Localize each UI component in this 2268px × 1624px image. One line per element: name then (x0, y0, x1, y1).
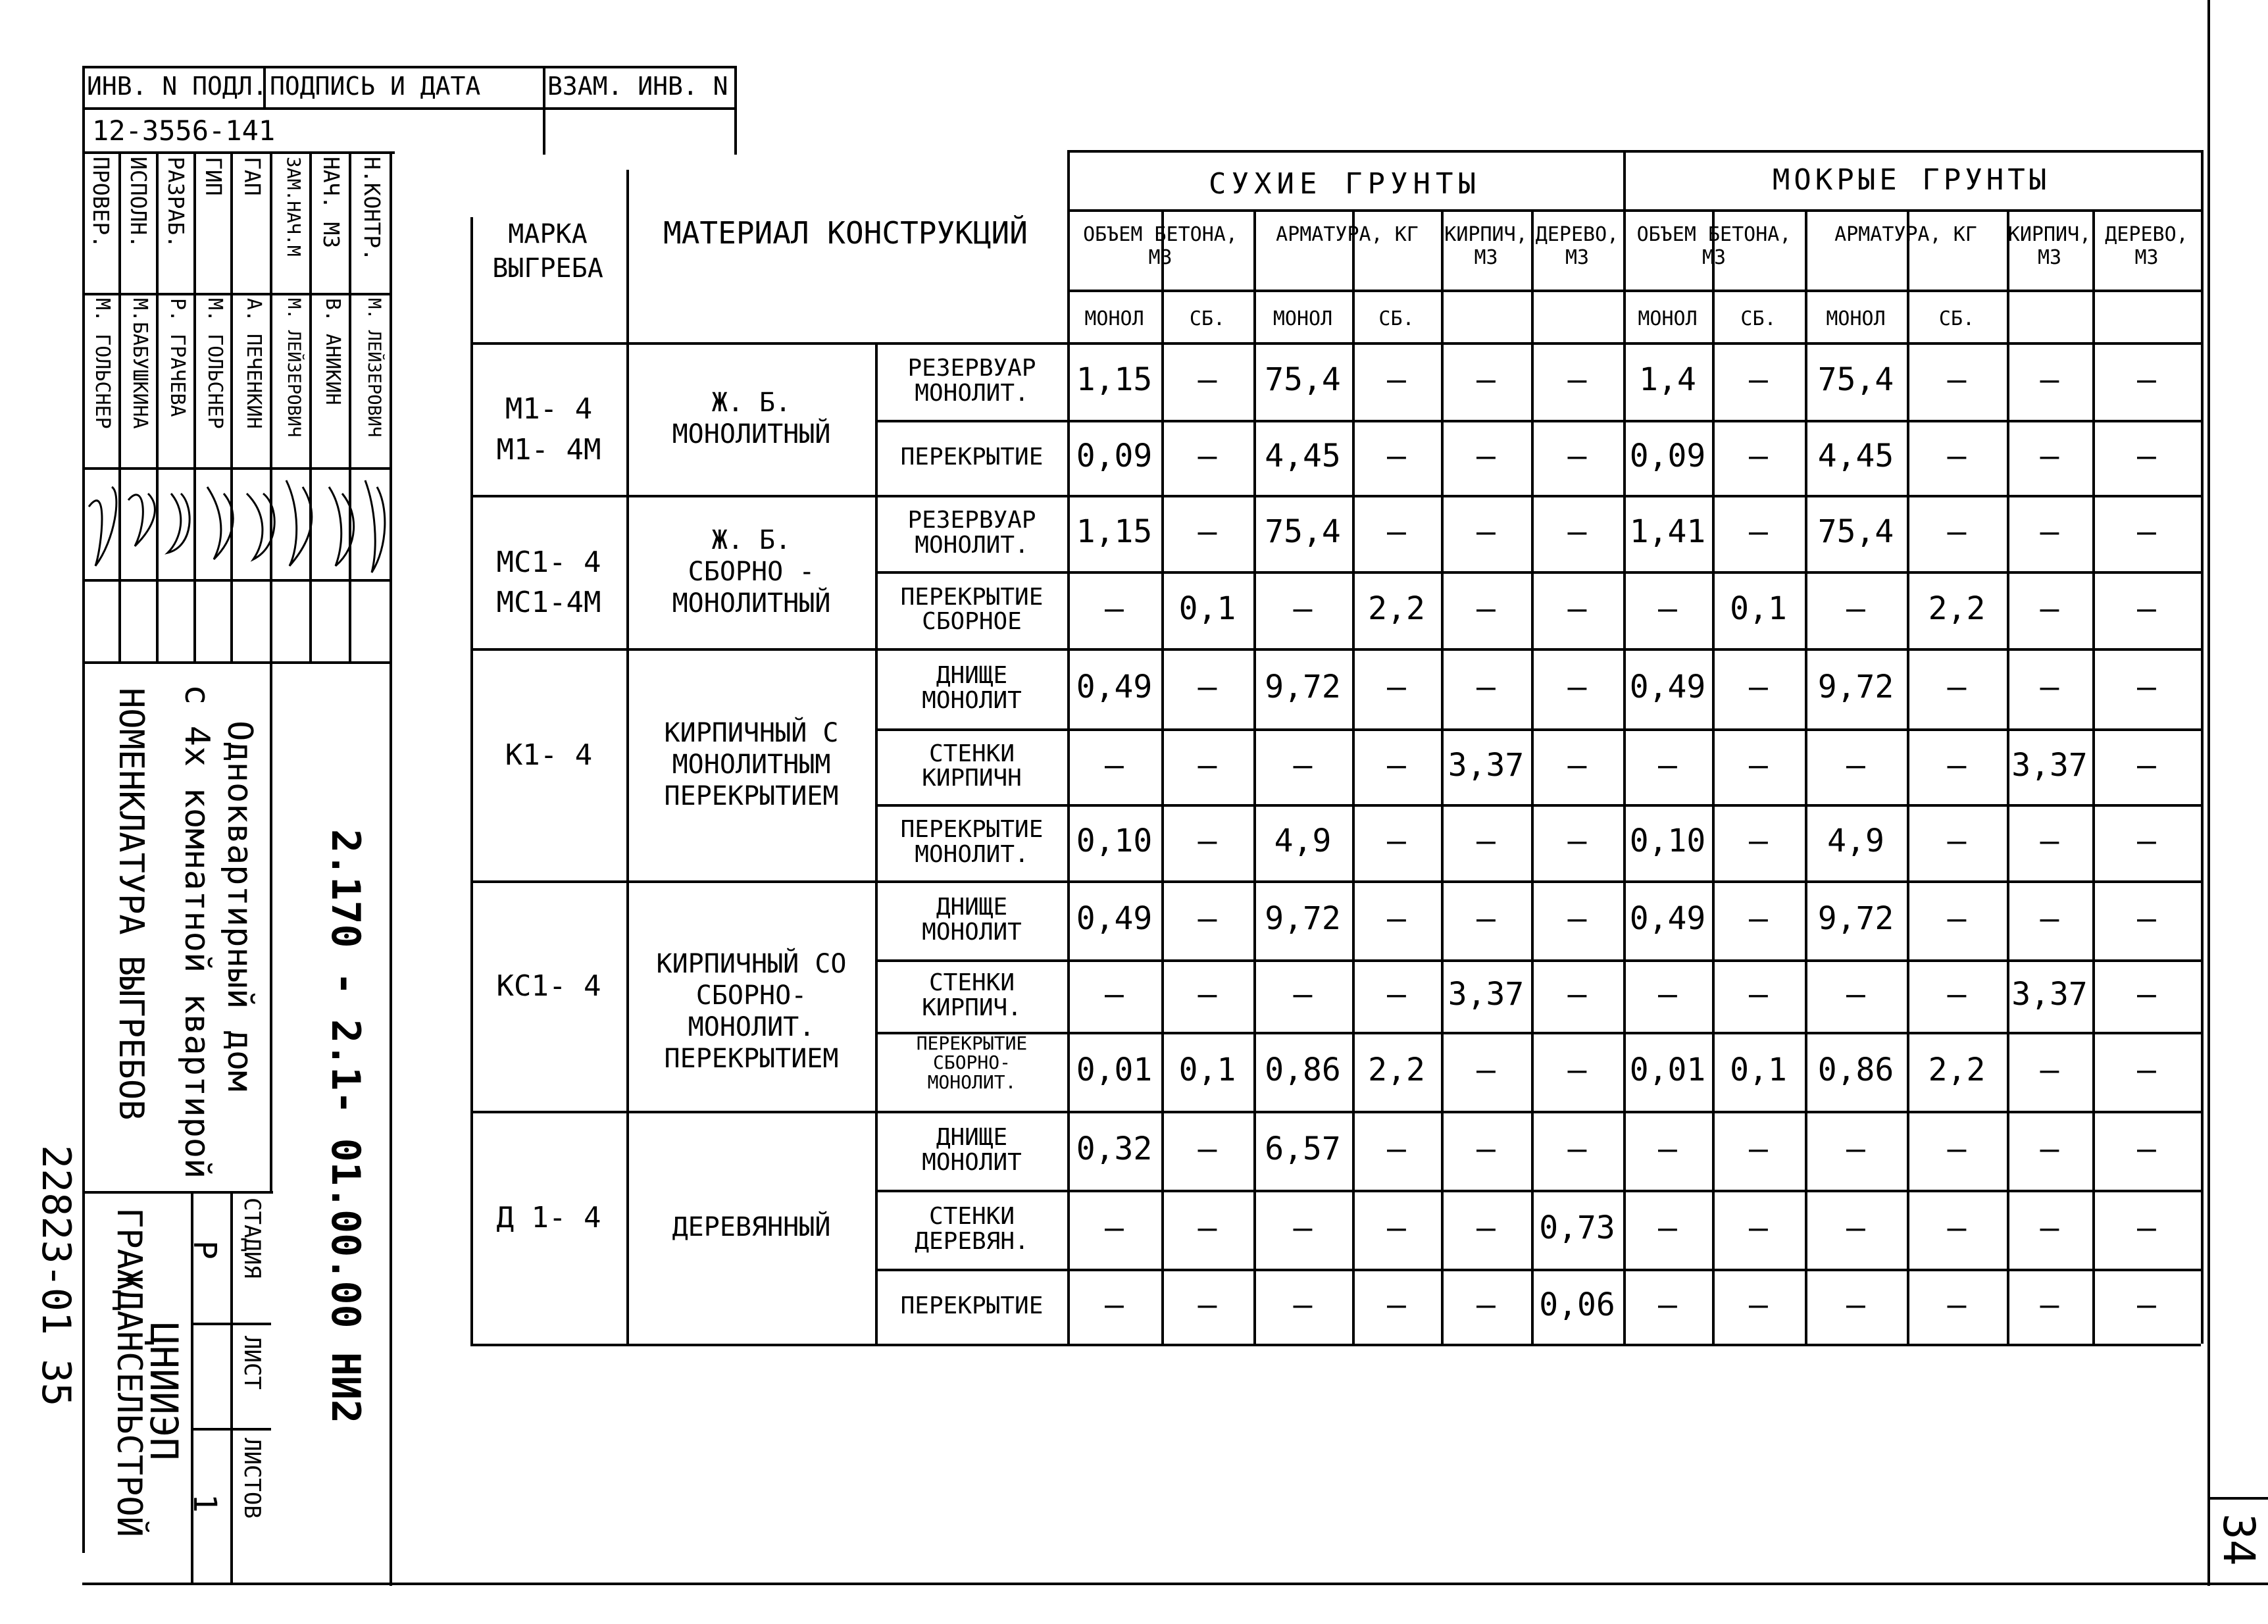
part-cell: СТЕНКИ ДЕРЕВЯН. (915, 1203, 1029, 1255)
value-cell: — (2137, 1052, 2156, 1088)
inv-podl-label: ИНВ. N ПОДЛ. (87, 72, 268, 101)
value-cell: — (1567, 669, 1587, 705)
value-cell: — (1947, 361, 1967, 398)
sheet-label: ЛИСТ (239, 1336, 265, 1390)
part-cell: СТЕНКИ КИРПИЧН (922, 740, 1022, 792)
grid-line (470, 880, 2201, 883)
value-cell: 2,2 (1368, 590, 1425, 627)
value-cell: — (1749, 513, 1768, 550)
value-cell: 3,37 (2011, 746, 2088, 784)
grid-line (1067, 209, 2201, 212)
value-cell: — (1567, 361, 1587, 398)
value-cell: — (1567, 976, 1587, 1013)
staff-name: М.БАБУШКИНА (128, 298, 151, 429)
value-cell: — (1749, 976, 1768, 1013)
value-cell: 3,37 (2011, 976, 2088, 1013)
grid-line (875, 804, 2201, 807)
value-cell: — (1387, 1286, 1406, 1323)
material-cell: Ж. Б. СБОРНО - МОНОЛИТНЫЙ (672, 524, 831, 619)
value-cell: — (2040, 1130, 2059, 1167)
value-cell: — (1197, 361, 1217, 398)
value-cell: 75,4 (1265, 513, 1341, 550)
part-cell: ДНИЩЕ МОНОЛИТ (922, 1124, 1022, 1176)
part-cell: ПЕРЕКРЫТИЕ СБОРНО- МОНОЛИТ. (916, 1032, 1028, 1093)
value-cell: — (1293, 1209, 1313, 1246)
value-cell: 3,37 (1448, 746, 1525, 784)
value-cell: 9,72 (1817, 669, 1894, 705)
part-cell: ДНИЩЕ МОНОЛИТ (922, 894, 1022, 946)
value-cell: — (1387, 361, 1406, 398)
sheets-label: ЛИСТОВ (239, 1438, 265, 1519)
value-cell: 4,45 (1265, 438, 1341, 474)
header-material: МАТЕРИАЛ КОНСТРУКЦИЙ (663, 215, 1028, 251)
value-cell: — (1658, 976, 1677, 1013)
value-cell: 0,32 (1076, 1130, 1153, 1167)
marka-cell: Д 1- 4 (496, 1201, 601, 1234)
value-cell: — (1947, 900, 1967, 937)
value-cell: — (2137, 746, 2156, 784)
value-cell: 0,01 (1076, 1052, 1153, 1088)
value-cell: 0,49 (1076, 669, 1153, 705)
value-cell: — (1947, 1130, 1967, 1167)
value-cell: — (1947, 746, 1967, 784)
staff-name: М. ГОЛЬСНЕР (203, 298, 226, 429)
material-cell: ДЕРЕВЯННЫЙ (672, 1212, 831, 1242)
value-cell: — (2040, 1209, 2059, 1246)
value-cell: — (2137, 438, 2156, 474)
sub-header-mon-sb: МОНОЛ (1084, 307, 1144, 330)
value-cell: 0,10 (1076, 823, 1153, 859)
value-cell: — (1947, 976, 1967, 1013)
value-cell: 0,49 (1629, 900, 1706, 937)
value-cell: — (1658, 1286, 1677, 1323)
value-cell: — (1476, 1130, 1496, 1167)
value-cell: — (1105, 976, 1124, 1013)
value-cell: 0,01 (1629, 1052, 1706, 1088)
value-cell: 0,49 (1076, 900, 1153, 937)
marka-cell: МС1- 4 МС1-4М (496, 545, 601, 620)
podpis-label: ПОДПИСЬ И ДАТА (270, 72, 481, 101)
value-cell: — (1749, 746, 1768, 784)
sheets-value: 1 (186, 1494, 223, 1513)
staff-name: А. ПЕЧЕНКИН (242, 298, 265, 429)
role-label: РАЗРАБ. (163, 157, 189, 249)
value-cell: 1,41 (1629, 513, 1706, 550)
value-cell: — (1387, 746, 1406, 784)
value-cell: 75,4 (1265, 361, 1341, 398)
page-number: 34 (2213, 1513, 2264, 1566)
value-cell: — (1846, 1130, 1865, 1167)
part-cell: ПЕРЕКРЫТИЕ МОНОЛИТ. (900, 816, 1044, 868)
grid-line (875, 1190, 2201, 1192)
grid-line (875, 1269, 2201, 1271)
value-cell: — (1749, 669, 1768, 705)
value-cell: — (2137, 669, 2156, 705)
sub-header-mon-sb: СБ. (1740, 307, 1777, 330)
signatures (82, 467, 391, 579)
value-cell: — (1567, 1052, 1587, 1088)
value-cell: — (2040, 1052, 2059, 1088)
value-cell: — (1476, 590, 1496, 627)
value-cell: — (1749, 823, 1768, 859)
value-cell: — (2040, 1286, 2059, 1323)
value-cell: — (2040, 823, 2059, 859)
material-cell: КИРПИЧНЫЙ С МОНОЛИТНЫМ ПЕРЕКРЫТИЕМ (664, 717, 839, 811)
inv-value: 12-3556-141 (92, 114, 276, 147)
marka-cell: К1- 4 (505, 738, 593, 772)
part-cell: СТЕНКИ КИРПИЧ. (922, 969, 1022, 1021)
frame-line (390, 1583, 2268, 1585)
sub-header: ОБЪЕМ БЕТОНА, М3 (1636, 223, 1792, 269)
value-cell: — (1387, 900, 1406, 937)
value-cell: 0,49 (1629, 669, 1706, 705)
sub-header: АРМАТУРА, КГ (1276, 223, 1419, 246)
vzam-label: ВЗАМ. ИНВ. N (547, 72, 728, 101)
value-cell: — (1197, 1286, 1217, 1323)
value-cell: — (1387, 669, 1406, 705)
sub-header-mon-sb: СБ. (1938, 307, 1975, 330)
value-cell: — (1947, 823, 1967, 859)
value-cell: — (1846, 746, 1865, 784)
value-cell: — (1567, 746, 1587, 784)
value-cell: — (1197, 513, 1217, 550)
grid-line (470, 1344, 2201, 1346)
value-cell: — (1476, 1286, 1496, 1323)
role-label: Н.КОНТР. (359, 157, 385, 261)
doc-code: 2.170 - 2.1- 01.00.00 НИ2 (322, 829, 368, 1424)
role-label: ЗАМ.НАЧ.М (283, 157, 305, 257)
value-cell: — (1658, 1209, 1677, 1246)
value-cell: — (1476, 361, 1496, 398)
value-cell: 75,4 (1817, 361, 1894, 398)
value-cell: 0,10 (1629, 823, 1706, 859)
staff-name: М. ЛЕЙЗЕРОВИЧ (364, 298, 384, 438)
value-cell: — (1749, 361, 1768, 398)
value-cell: 4,45 (1817, 438, 1894, 474)
value-cell: 4,9 (1274, 823, 1332, 859)
header-wet-soils: МОКРЫЕ ГРУНТЫ (1772, 163, 2051, 197)
org-line-1: ЦНИИЭП (141, 1323, 186, 1461)
value-cell: — (1749, 900, 1768, 937)
grid-line (875, 571, 2201, 574)
header-marka: МАРКА ВЫГРЕБА (492, 219, 603, 284)
desc-line-3: НОМЕНКЛАТУРА ВЫГРЕБОВ (111, 688, 151, 1121)
sub-header: КИРПИЧ, М3 (2007, 223, 2092, 269)
value-cell: 0,1 (1178, 590, 1236, 627)
value-cell: — (1105, 590, 1124, 627)
part-cell: ПЕРЕКРЫТИЕ (900, 444, 1044, 470)
value-cell: 1,15 (1076, 361, 1153, 398)
sub-header-mon-sb: МОНОЛ (1638, 307, 1698, 330)
sub-header: ДЕРЕВО, М3 (2105, 223, 2188, 269)
grid-line (2201, 150, 2204, 1344)
sub-header-mon-sb: МОНОЛ (1826, 307, 1886, 330)
role-label: ГИП (201, 157, 226, 196)
value-cell: — (1947, 669, 1967, 705)
sub-header-mon-sb: МОНОЛ (1273, 307, 1333, 330)
value-cell: 9,72 (1265, 669, 1341, 705)
sub-header: КИРПИЧ, М3 (1444, 223, 1528, 269)
value-cell: — (1567, 1130, 1587, 1167)
value-cell: — (1293, 1286, 1313, 1323)
value-cell: 9,72 (1265, 900, 1341, 937)
value-cell: 0,09 (1076, 438, 1153, 474)
value-cell: — (1293, 590, 1313, 627)
desc-line-1: Одноквартирный дом (220, 721, 259, 1092)
value-cell: 0,73 (1539, 1209, 1615, 1246)
role-label: НАЧ. МЗ (318, 157, 344, 249)
value-cell: — (1105, 1209, 1124, 1246)
part-cell: РЕЗЕРВУАР МОНОЛИТ. (907, 355, 1036, 407)
value-cell: — (2137, 513, 2156, 550)
role-label: ИСПОЛН. (126, 157, 151, 249)
value-cell: — (1105, 1286, 1124, 1323)
value-cell: — (1846, 976, 1865, 1013)
value-cell: — (2040, 438, 2059, 474)
value-cell: — (1476, 823, 1496, 859)
stage-value: Р (186, 1240, 223, 1259)
value-cell: — (1387, 1209, 1406, 1246)
marka-cell: КС1- 4 (496, 969, 601, 1003)
grid-line (875, 420, 2201, 422)
value-cell: — (1293, 976, 1313, 1013)
grid-line (470, 342, 2201, 345)
value-cell: — (1476, 1209, 1496, 1246)
value-cell: — (1105, 746, 1124, 784)
value-cell: — (1197, 900, 1217, 937)
side-number: 22823-01 35 (33, 1145, 79, 1407)
value-cell: — (1387, 823, 1406, 859)
value-cell: — (1197, 823, 1217, 859)
stage-label: СТАДИЯ (239, 1198, 265, 1279)
part-cell: ПЕРЕКРЫТИЕ (900, 1292, 1044, 1319)
staff-name: М. ЛЕЙЗЕРОВИЧ (284, 298, 304, 438)
value-cell: — (1476, 513, 1496, 550)
value-cell: 0,86 (1265, 1052, 1341, 1088)
sub-header-mon-sb: СБ. (1189, 307, 1226, 330)
value-cell: — (1197, 746, 1217, 784)
value-cell: — (1197, 1209, 1217, 1246)
value-cell: — (1846, 1209, 1865, 1246)
value-cell: — (1749, 438, 1768, 474)
value-cell: 2,2 (1368, 1052, 1425, 1088)
value-cell: — (1658, 746, 1677, 784)
value-cell: 0,1 (1178, 1052, 1236, 1088)
grid-line (470, 217, 473, 1344)
value-cell: — (1947, 438, 1967, 474)
value-cell: — (2137, 1130, 2156, 1167)
value-cell: 75,4 (1817, 513, 1894, 550)
value-cell: — (1476, 438, 1496, 474)
value-cell: — (1658, 1130, 1677, 1167)
value-cell: — (2137, 823, 2156, 859)
value-cell: — (2040, 900, 2059, 937)
value-cell: — (2137, 590, 2156, 627)
value-cell: 9,72 (1817, 900, 1894, 937)
value-cell: — (2040, 361, 2059, 398)
value-cell: — (1387, 438, 1406, 474)
value-cell: 1,4 (1639, 361, 1696, 398)
value-cell: — (1567, 513, 1587, 550)
grid-line (1067, 150, 2201, 153)
frame-line (2207, 0, 2210, 1586)
value-cell: — (2137, 1286, 2156, 1323)
sub-header: ДЕРЕВО, М3 (1535, 223, 1619, 269)
marka-cell: М1- 4 М1- 4М (496, 392, 601, 467)
value-cell: 1,15 (1076, 513, 1153, 550)
value-cell: — (1293, 746, 1313, 784)
value-cell: — (2137, 1209, 2156, 1246)
value-cell: — (2040, 590, 2059, 627)
value-cell: 4,9 (1827, 823, 1884, 859)
value-cell: — (1567, 823, 1587, 859)
part-cell: ДНИЩЕ МОНОЛИТ (922, 662, 1022, 714)
staff-name: В. АНИКИН (321, 298, 344, 405)
role-label: ГАП (239, 157, 265, 196)
value-cell: 0,1 (1730, 1052, 1787, 1088)
value-cell: 0,1 (1730, 590, 1787, 627)
org-line-2: ГРАЖДАНСЕЛЬСТРОЙ (109, 1207, 149, 1537)
value-cell: — (1567, 590, 1587, 627)
value-cell: — (2137, 900, 2156, 937)
frame-line (2207, 1497, 2268, 1500)
value-cell: 2,2 (1928, 590, 1986, 627)
value-cell: — (1749, 1130, 1768, 1167)
part-cell: РЕЗЕРВУАР МОНОЛИТ. (907, 507, 1036, 559)
grid-line (1067, 290, 1441, 292)
staff-name: Р. ГРАЧЕВА (166, 298, 189, 417)
value-cell: 0,06 (1539, 1286, 1615, 1323)
value-cell: — (1749, 1286, 1768, 1323)
grid-line (875, 1032, 2201, 1034)
value-cell: — (1197, 976, 1217, 1013)
value-cell: — (1476, 900, 1496, 937)
grid-line (1623, 290, 2007, 292)
value-cell: — (1947, 1286, 1967, 1323)
value-cell: — (2040, 513, 2059, 550)
value-cell: — (1846, 590, 1865, 627)
value-cell: — (1658, 590, 1677, 627)
value-cell: — (1567, 438, 1587, 474)
header-dry-soils: СУХИЕ ГРУНТЫ (1209, 167, 1481, 201)
material-cell: Ж. Б. МОНОЛИТНЫЙ (672, 388, 831, 449)
value-cell: — (1197, 669, 1217, 705)
value-cell: — (1476, 1052, 1496, 1088)
value-cell: 3,37 (1448, 976, 1525, 1013)
value-cell: — (1567, 900, 1587, 937)
value-cell: — (1197, 1130, 1217, 1167)
sub-header: АРМАТУРА, КГ (1834, 223, 1977, 246)
value-cell: — (1947, 1209, 1967, 1246)
value-cell: 2,2 (1928, 1052, 1986, 1088)
value-cell: 6,57 (1265, 1130, 1341, 1167)
value-cell: — (1387, 976, 1406, 1013)
value-cell: — (1197, 438, 1217, 474)
value-cell: — (2040, 669, 2059, 705)
grid-line (470, 648, 2201, 651)
value-cell: 0,09 (1629, 438, 1706, 474)
material-cell: КИРПИЧНЫЙ СО СБОРНО- МОНОЛИТ. ПЕРЕКРЫТИЕМ (656, 949, 847, 1074)
grid-line (875, 728, 2201, 731)
grid-line (470, 495, 2201, 497)
value-cell: — (1749, 1209, 1768, 1246)
value-cell: — (1387, 513, 1406, 550)
value-cell: — (1947, 513, 1967, 550)
grid-line (875, 959, 2201, 962)
role-label: ПРОВЕР. (88, 157, 114, 249)
value-cell: — (1387, 1130, 1406, 1167)
sub-header-mon-sb: СБ. (1378, 307, 1415, 330)
part-cell: ПЕРЕКРЫТИЕ СБОРНОЕ (900, 583, 1044, 636)
value-cell: — (1476, 669, 1496, 705)
desc-line-2: с 4х комнатной квартирой (177, 684, 216, 1179)
grid-line (470, 1111, 2201, 1113)
sub-header: ОБЪЕМ БЕТОНА, М3 (1083, 223, 1238, 269)
value-cell: — (2137, 361, 2156, 398)
value-cell: — (2137, 976, 2156, 1013)
staff-name: М. ГОЛЬСНЕР (91, 298, 114, 429)
value-cell: 0,86 (1817, 1052, 1894, 1088)
value-cell: — (1846, 1286, 1865, 1323)
